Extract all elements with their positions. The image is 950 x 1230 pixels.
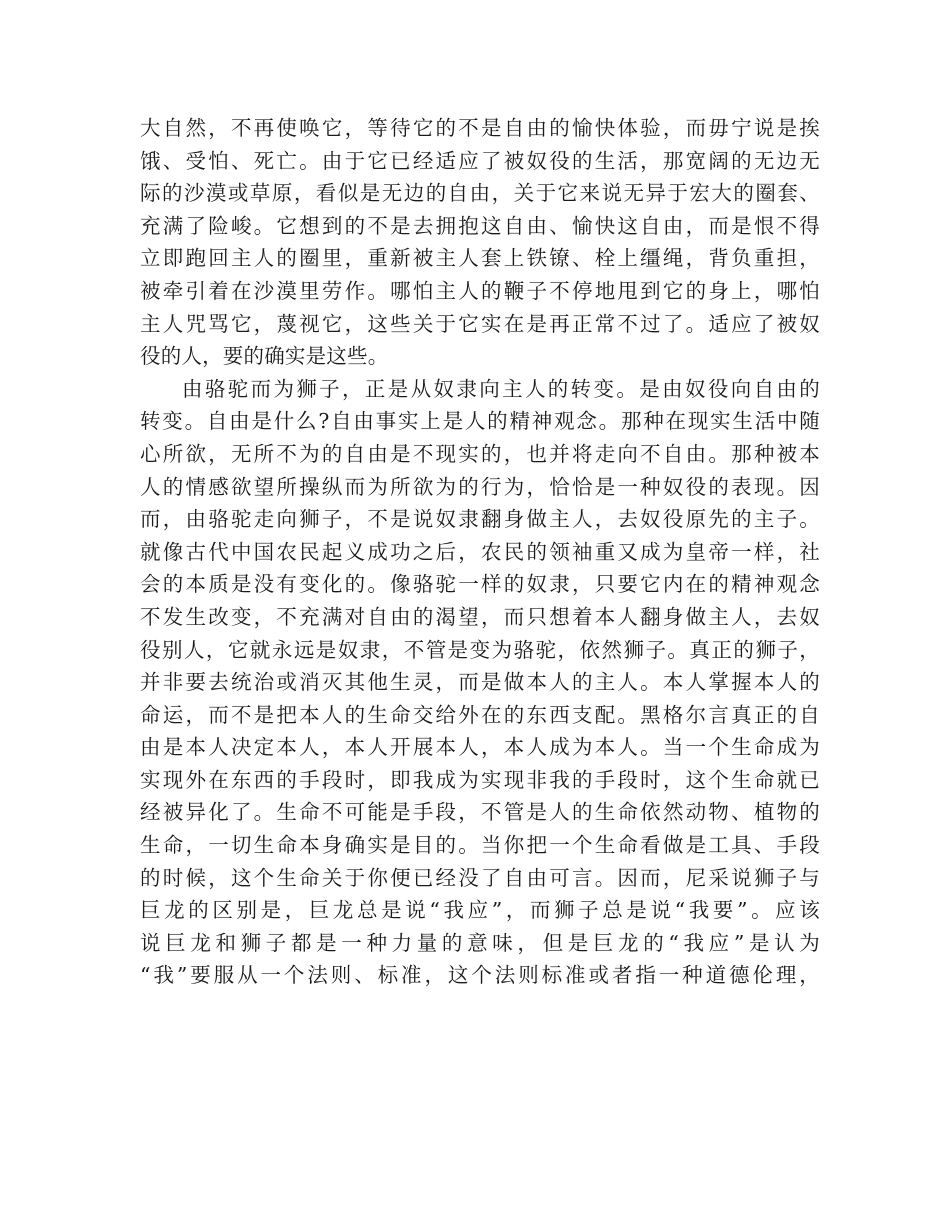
text-line: 主人咒骂它，蔑视它，这些关于它实在是再正常不过了。适应了被奴 xyxy=(140,311,820,336)
paragraph-2 xyxy=(140,373,820,992)
text-line: 饿、受怕、死亡。由于它已经适应了被奴役的生活，那宽阔的无边无 xyxy=(140,148,820,173)
text-line: 人的情感欲望所操纵而为所欲为的行为，恰恰是一种奴役的表现。因 xyxy=(140,474,820,499)
text-line: 就像古代中国农民起义成功之后，农民的领袖重又成为皇帝一样，社 xyxy=(140,539,820,564)
text-line: 不发生改变，不充满对自由的渴望，而只想着本人翻身做主人，去奴 xyxy=(140,604,820,629)
text-line: 充满了险峻。它想到的不是去拥抱这自由、愉快这自由，而是恨不得 xyxy=(140,213,820,238)
text-line: 巨龙的区别是，巨龙总是说“我应”，而狮子总是说“我要”。应该 xyxy=(140,898,820,923)
text-line: 由是本人决定本人，本人开展本人，本人成为本人。当一个生命成为 xyxy=(140,735,820,760)
text-line: 经被异化了。生命不可能是手段，不管是人的生命依然动物、植物的 xyxy=(140,800,820,825)
text-line: 会的本质是没有变化的。像骆驼一样的奴隶，只要它内在的精神观念 xyxy=(140,572,820,597)
text-line: 并非要去统治或消灭其他生灵，而是做本人的主人。本人掌握本人的 xyxy=(140,670,820,695)
text-line: 被牵引着在沙漠里劳作。哪怕主人的鞭子不停地甩到它的身上，哪怕 xyxy=(140,278,820,303)
text-line: 说巨龙和狮子都是一种力量的意味，但是巨龙的“我应”是认为 xyxy=(140,930,820,955)
paragraph-1 xyxy=(140,112,820,373)
text-line: 大自然，不再使唤它，等待它的不是自由的愉快体验，而毋宁说是挨 xyxy=(140,116,820,140)
text-line: 的时候，这个生命关于你便已经没了自由可言。因而，尼采说狮子与 xyxy=(140,865,820,890)
text-line: 而，由骆驼走向狮子，不是说奴隶翻身做主人，去奴役原先的主子。 xyxy=(140,507,820,532)
text-line: 由骆驼而为狮子，正是从奴隶向主人的转变。是由奴役向自由的 xyxy=(182,376,820,401)
text-line: 役的人，要的确实是这些。 xyxy=(140,344,389,369)
body-text xyxy=(140,112,820,992)
text-line: 生命，一切生命本身确实是目的。当你把一个生命看做是工具、手段 xyxy=(140,833,820,858)
text-line: “我”要服从一个法则、标准，这个法则标准或者指一种道德伦理， xyxy=(140,963,820,988)
text-line: 立即跑回主人的圈里，重新被主人套上铁镣、栓上缰绳，背负重担， xyxy=(140,246,820,271)
text-line: 转变。自由是什么?自由事实上是人的精神观念。那种在现实生活中随 xyxy=(140,409,820,434)
text-line: 际的沙漠或草原，看似是无边的自由，关于它来说无异于宏大的圈套、 xyxy=(140,181,820,206)
text-line: 心所欲，无所不为的自由是不现实的，也并将走向不自由。那种被本 xyxy=(140,441,820,466)
text-line: 实现外在东西的手段时，即我成为实现非我的手段时，这个生命就已 xyxy=(140,767,820,792)
text-line: 命运，而不是把本人的生命交给外在的东西支配。黑格尔言真正的自 xyxy=(140,702,820,727)
text-line: 役别人，它就永远是奴隶，不管是变为骆驼，依然狮子。真正的狮子， xyxy=(140,637,820,662)
